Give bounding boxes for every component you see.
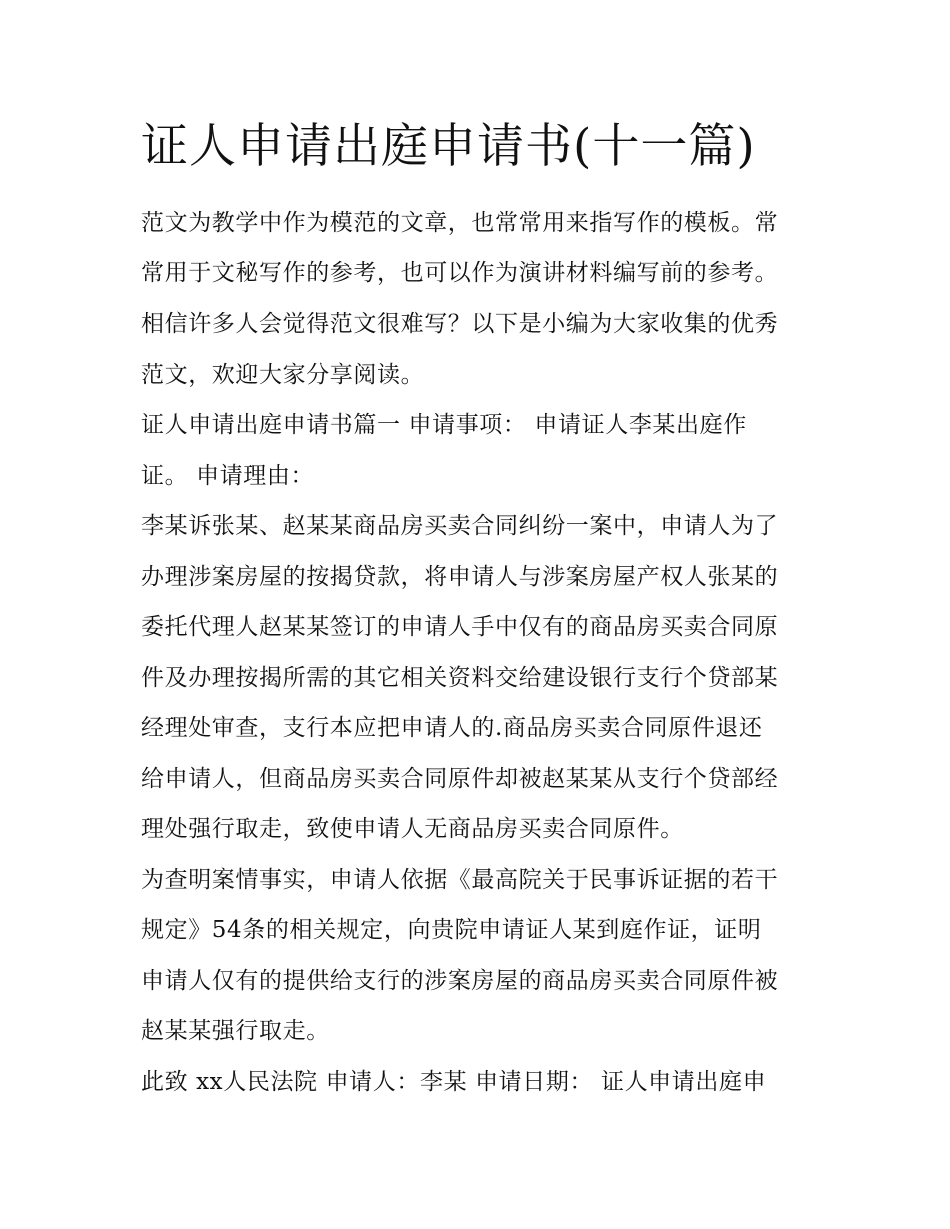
paragraph-line: 为查明案情事实，申请人依据《最高院关于民事诉证据的若干 bbox=[141, 867, 779, 893]
paragraph-line: 证。 申请理由： bbox=[141, 463, 315, 489]
paragraph-line: 相信许多人会觉得范文很难写？以下是小编为大家收集的优秀 bbox=[141, 311, 779, 337]
paragraph-line: 范文为教学中作为模范的文章，也常常用来指写作的模板。常 bbox=[141, 210, 779, 236]
document-title: 证人申请出庭申请书(十一篇) bbox=[141, 119, 756, 174]
paragraph-line: 办理涉案房屋的按揭贷款，将申请人与涉案房屋产权人张某的 bbox=[141, 564, 779, 590]
paragraph-line: 给申请人，但商品房买卖合同原件却被赵某某从支行个贷部经 bbox=[141, 766, 779, 792]
paragraph-line: 规定》54条的相关规定，向贵院申请证人某到庭作证，证明 bbox=[141, 917, 762, 943]
paragraph-line: 申请人仅有的提供给支行的涉案房屋的商品房买卖合同原件被 bbox=[141, 968, 779, 994]
paragraph-line: 此致 xx人民法院 申请人：李某 申请日期： 证人申请出庭申 bbox=[141, 1069, 767, 1095]
paragraph-line: 常用于文秘写作的参考，也可以作为演讲材料编写前的参考。 bbox=[141, 260, 779, 286]
paragraph-line: 件及办理按揭所需的其它相关资料交给建设银行支行个贷部某 bbox=[141, 665, 779, 691]
paragraph-line: 经理处审查，支行本应把申请人的.商品房买卖合同原件退还 bbox=[141, 715, 763, 741]
paragraph-line: 委托代理人赵某某签订的申请人手中仅有的商品房买卖合同原 bbox=[141, 614, 779, 640]
paragraph-line: 李某诉张某、赵某某商品房买卖合同纠纷一案中，申请人为了 bbox=[141, 513, 779, 539]
paragraph-line: 范文，欢迎大家分享阅读。 bbox=[141, 362, 425, 388]
paragraph-line: 赵某某强行取走。 bbox=[141, 1018, 330, 1044]
paragraph-line: 理处强行取走，致使申请人无商品房买卖合同原件。 bbox=[141, 816, 684, 842]
paragraph-line: 证人申请出庭申请书篇一 申请事项： 申请证人李某出庭作 bbox=[141, 412, 747, 438]
